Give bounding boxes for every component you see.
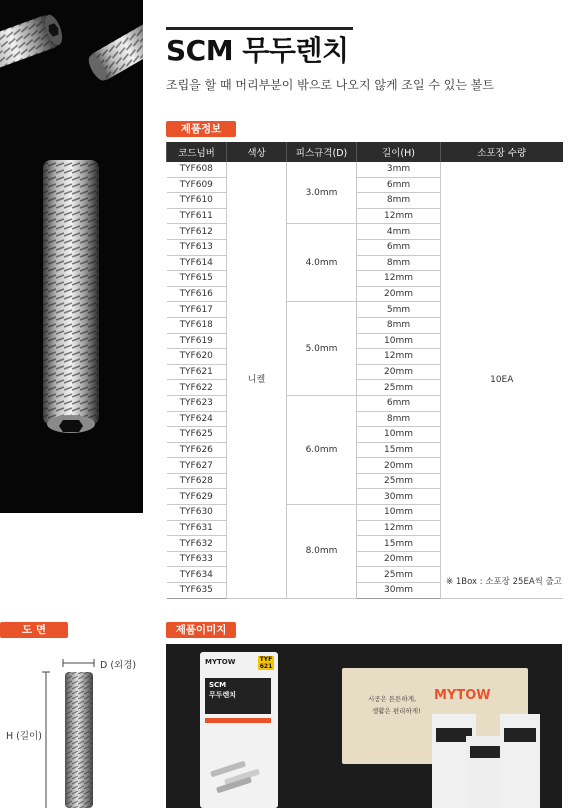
pack-screws	[210, 756, 266, 796]
code-cell: TYF618	[167, 317, 227, 333]
code-cell: TYF633	[167, 551, 227, 567]
pack-brand: MYTOW	[205, 658, 236, 666]
pack-label-line2: 무두렌치	[209, 691, 237, 699]
length-cell: 8mm	[357, 411, 441, 427]
pack-label-panel	[205, 678, 271, 714]
length-cell: 6mm	[357, 177, 441, 193]
code-cell: TYF623	[167, 395, 227, 411]
section-tag-product-info: 제품정보	[166, 121, 236, 137]
length-cell: 30mm	[357, 489, 441, 505]
diameter-label: D (외경)	[100, 660, 137, 671]
length-cell: 12mm	[357, 349, 441, 365]
set-screw-photo	[0, 0, 143, 513]
title-rule	[166, 27, 353, 30]
pack-code-badge: TYF 621	[259, 656, 273, 670]
section-tag-drawing: 도 면	[0, 622, 68, 638]
section-tag-product-images: 제품이미지	[166, 622, 236, 638]
spec-cell: 3.0mm	[287, 162, 357, 224]
length-label: H (길이)	[6, 731, 42, 742]
table-row	[167, 162, 563, 177]
spec-table-header	[167, 142, 563, 162]
code-cell: TYF619	[167, 333, 227, 349]
length-cell: 20mm	[357, 458, 441, 474]
length-cell: 4mm	[357, 224, 441, 240]
code-cell: TYF628	[167, 473, 227, 489]
length-cell: 10mm	[357, 505, 441, 521]
code-cell: TYF608	[167, 162, 227, 177]
product-photo	[0, 0, 143, 513]
length-cell: 6mm	[357, 239, 441, 255]
length-cell: 20mm	[357, 364, 441, 380]
code-cell: TYF614	[167, 255, 227, 271]
spec-cell: 8.0mm	[287, 505, 357, 599]
length-cell: 10mm	[357, 333, 441, 349]
spec-table-body	[167, 162, 563, 598]
code-cell: TYF631	[167, 520, 227, 536]
code-cell: TYF612	[167, 224, 227, 240]
page-title: SCM 무두렌치	[166, 34, 349, 67]
code-cell: TYF624	[167, 411, 227, 427]
spec-cell: 6.0mm	[287, 395, 357, 504]
color-cell: 니켈	[227, 162, 287, 598]
code-cell: TYF613	[167, 239, 227, 255]
product-package-photo	[166, 644, 562, 808]
length-cell: 25mm	[357, 473, 441, 489]
box-note: ※ 1Box : 소포장 25EA씩 출고	[446, 577, 562, 587]
code-cell: TYF611	[167, 208, 227, 224]
length-cell: 25mm	[357, 567, 441, 583]
blister-pack	[200, 652, 278, 808]
box-slogan-2: 생활은 편리하게!	[372, 707, 421, 715]
length-cell: 8mm	[357, 193, 441, 209]
spec-table	[166, 142, 563, 599]
code-cell: TYF635	[167, 583, 227, 599]
length-cell: 20mm	[357, 551, 441, 567]
code-cell: TYF620	[167, 349, 227, 365]
code-cell: TYF622	[167, 380, 227, 396]
length-cell: 12mm	[357, 271, 441, 287]
box-brand: MYTOW	[434, 688, 491, 703]
page-subtitle: 조립을 할 때 머리부분이 밖으로 나오지 않게 조일 수 있는 볼트	[166, 78, 494, 92]
length-cell: 12mm	[357, 208, 441, 224]
quantity-cell: 10EA	[441, 162, 563, 598]
box-slogan-1: 시공은 튼튼하게,	[368, 695, 417, 703]
length-cell: 30mm	[357, 583, 441, 599]
code-cell: TYF625	[167, 427, 227, 443]
length-cell: 15mm	[357, 442, 441, 458]
pack-label-line1: SCM	[209, 681, 227, 689]
length-cell: 12mm	[357, 520, 441, 536]
code-cell: TYF615	[167, 271, 227, 287]
header-code: 코드넘버	[167, 142, 227, 162]
header-quantity: 소포장 수량	[441, 142, 563, 162]
code-cell: TYF632	[167, 536, 227, 552]
code-cell: TYF621	[167, 364, 227, 380]
code-cell: TYF627	[167, 458, 227, 474]
pack-stripe	[205, 718, 271, 723]
header-length: 길이(H)	[357, 142, 441, 162]
length-cell: 8mm	[357, 255, 441, 271]
code-cell: TYF630	[167, 505, 227, 521]
code-cell: TYF616	[167, 286, 227, 302]
header-color: 색상	[227, 142, 287, 162]
spec-cell: 4.0mm	[287, 224, 357, 302]
code-cell: TYF626	[167, 442, 227, 458]
length-cell: 10mm	[357, 427, 441, 443]
length-cell: 3mm	[357, 162, 441, 177]
code-cell: TYF609	[167, 177, 227, 193]
length-cell: 25mm	[357, 380, 441, 396]
code-cell: TYF629	[167, 489, 227, 505]
header-spec: 피스규격(D)	[287, 142, 357, 162]
length-cell: 15mm	[357, 536, 441, 552]
small-pack-3	[500, 714, 540, 808]
length-cell: 6mm	[357, 395, 441, 411]
length-cell: 8mm	[357, 317, 441, 333]
length-cell: 20mm	[357, 286, 441, 302]
code-cell: TYF610	[167, 193, 227, 209]
dimension-drawing	[0, 645, 143, 808]
spec-cell: 5.0mm	[287, 302, 357, 396]
length-cell: 5mm	[357, 302, 441, 318]
code-cell: TYF617	[167, 302, 227, 318]
code-cell: TYF634	[167, 567, 227, 583]
